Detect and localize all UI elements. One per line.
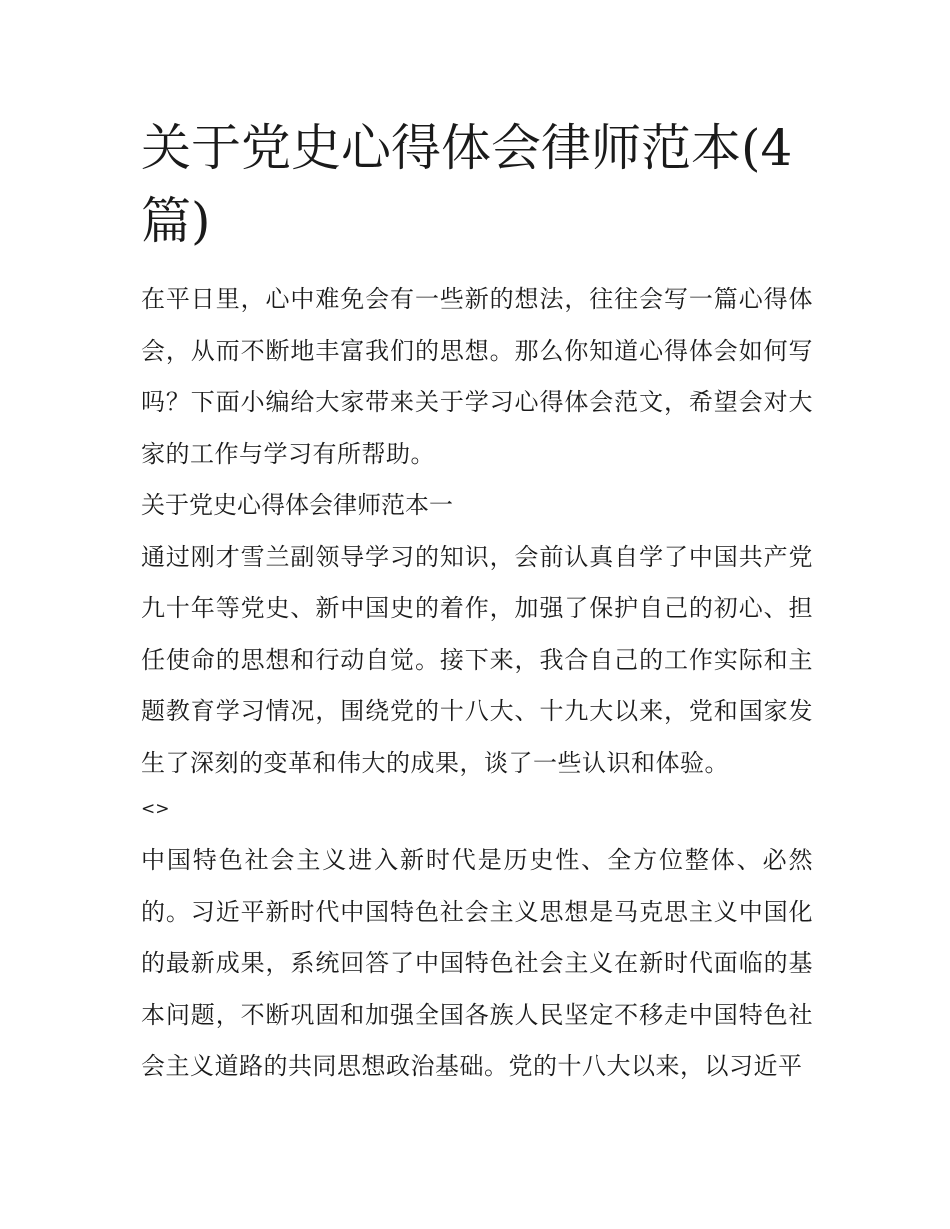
document-title: 关于党史心得体会律师范本(4篇) [141,119,793,250]
document-body [141,112,813,1093]
angle-bracket-marker: <> [141,799,170,819]
intro-paragraph: 在平日里，心中难免会有一些新的想法，往往会写一篇心得体会，从而不断地丰富我们的思想。那么你知道心得体会如何写吗？下面小编给大家带来关于学习心得体会范文，希望会对大家的工作与学习有所帮助。 [141,285,813,468]
section-heading: 关于党史心得体会律师范本一 [141,491,453,519]
section-paragraph: 通过刚才雪兰副领导学习的知识，会前认真自学了中国共产党九十年等党史、新中国史的着作，加强了保护自己的初心、担任使命的思想和行动自觉。接下来，我合自己的工作实际和主题教育学习情况，围绕党的十八大、十九大以来，党和国家发生了深刻的变革和伟大的成果，谈了一些认识和体验。 [141,542,813,777]
body-paragraph: 中国特色社会主义进入新时代是历史性、全方位整体、必然的。习近平新时代中国特色社会主义思想是马克思主义中国化的最新成果，系统回答了中国特色社会主义在新时代面临的基本问题，不断巩固和加强全国各族人民坚定不移走中国特色社会主义道路的共同思想政治基础。党的十八大以来，以习近平 [141,846,813,1080]
